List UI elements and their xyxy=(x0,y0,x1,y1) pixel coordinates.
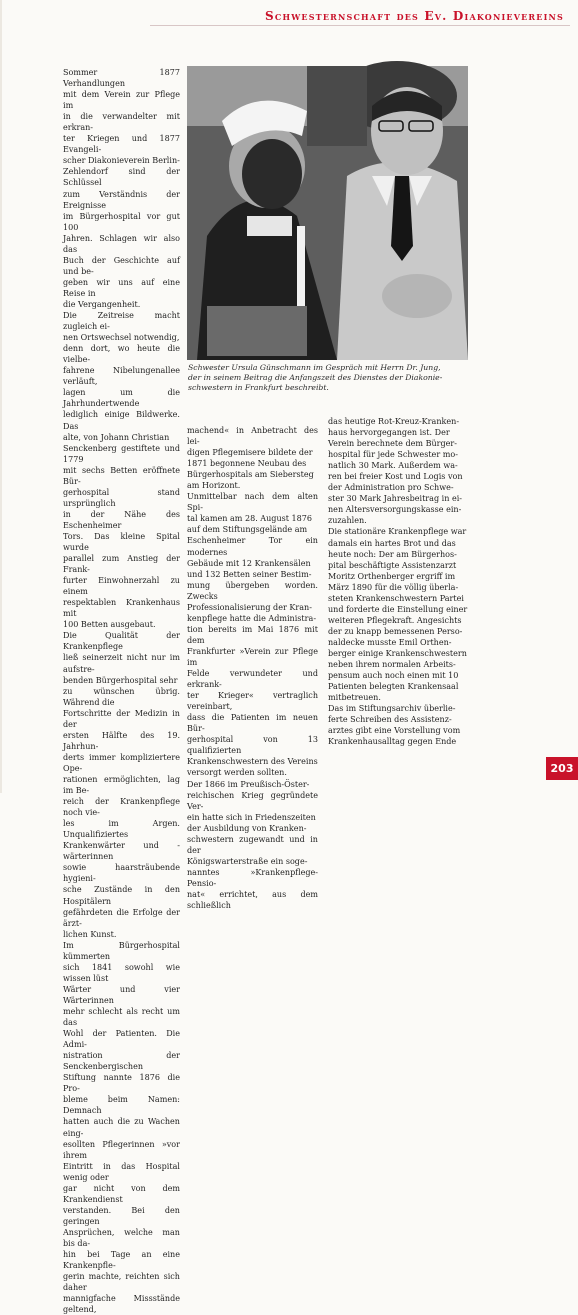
text-column-3: das heutige Rot-Kreuz-Kranken- haus hervorgegangen ist. Der Verein berechnete dem Bürger- hospital für jede Schwester mo- natlich 30 Mark. Außerdem wa- ren bei freier Kost und Logis von der Administration pro Schwe- ster 30 Mark Jahresbeitrag in ei- nen Altersversorgungskasse ein- zuzahlen. Die stationäre Krankenpflege war damals ein hartes Brot und das heute noch: Der am Bürgerhos- pital beschäftigte Assistenzarzt Moritz Orthenberger ergriff im März 1890 für die völlig überla- steten Krankenschwestern Partei und forderte die Einstellung einer weiteren Pflegekraft. Angesichts der zu knapp bemessenen Perso- naldecke musste Emil Orthen- berger einige Krankenschwestern neben ihrem normalen Arbeits- pensum auch noch einen mit 10 Patienten belegten Krankensaal mitbetreuen. Das im Stiftungsarchiv überlie- ferte Schreiben des Assistenz- arztes gibt eine Vorstellung vom Krankenhausalltag gegen Ende xyxy=(328,417,468,747)
header-rule xyxy=(150,25,570,26)
running-header xyxy=(0,9,578,23)
page-number: 203 xyxy=(546,757,578,780)
page-edge xyxy=(0,0,2,793)
text-column-2: machend« in Anbetracht des lei- digen Pflegemisere bildete der 1871 begonnene Neubau des Bürgerhospitals am Siebersteg am Horizont. Unmittelbar nach dem alten Spi- tal kamen am 28. August 1876 auf dem Stiftungsgelände am Eschenheimer Tor ein modernes Gebäude mit 12 Krankensälen und 132 Betten seiner Bestim- mung übergeben worden. Zwecks Professionalisierung der Kran- kenpflege hatte die Administra- tion bereits im Mai 1876 mit dem Frankfurter »Verein zur Pflege im Felde verwundeter und erkrank- ter Krieger« vertraglich vereinbart, dass die Patienten im neuen Bür- gerhospital von 13 qualifizierten Krankenschwestern des Vereins versorgt werden sollten. Der 1866 im Preußisch-Öster- reichischen Krieg gegründete Ver- ein hatte sich in Friedenszeiten der Ausbildung von Kranken- schwestern zugewandt und in der Königswarterstraße ein soge- nanntes »Krankenpflege-Pensio- nat« errichtet, aus dem schließlich xyxy=(187,426,318,911)
photo-caption: Schwester Ursula Günschmann im Gespräch mit Herrn Dr. Jung, der in seinem Beitrag die Anfangszeit des Dienstes der Diakonie- schwestern in Frankfurt beschreibt. xyxy=(188,363,443,393)
photo xyxy=(187,66,468,360)
photo-image xyxy=(187,66,468,360)
running-title: Schwesternschaft des Ev. Diakonievereins xyxy=(265,9,564,23)
text-column-1: Sommer 1877 Verhandlungen mit dem Verein zur Pflege im in die verwandelter mit erkran- ter Kriegen und 1877 Evangeli- scher Diakonieverein Berlin- Zehlendorf sind der Schlüssel zum Verständnis der Ereignisse im Bürgerhospital vor gut 100 Jahren. Schlagen wir also das Buch der Geschichte auf und be- geben wir uns auf eine Reise in die Vergangenheit. Die Zeitreise macht zugleich ei- nen Ortswechsel notwendig, denn dort, wo heute die vielbe- fahrene Nibelungenallee verläuft, lagen um die Jahrhundertwende lediglich einige Bildwerke. Das alte, von Johann Christian Senckenberg gestiftete und 1779 mit sechs Betten eröffnete Bür- gerhospital stand ursprünglich in der Nähe des Eschenheimer Tors. Das kleine Spital wurde parallel zum Anstieg der Frank- furter Einwohnerzahl zu einem respektablen Krankenhaus mit 100 Betten ausgebaut. Die Qualität der Krankenpflege ließ seinerzeit nicht nur im aufstre- benden Bürgerhospital sehr zu wünschen übrig. Während die Fortschritte der Medizin in der ersten Hälfte des 19. Jahrhun- derts immer kompliziertere Ope- rationen ermöglichten, lag im Be- reich der Krankenpflege noch vie- les im Argen. Unqualifiziertes Krankenwärter und -wärterinnen sowie haarsträubende hygieni- sche Zustände in den Hospitälern gefährdeten die Erfolge der ärzt- lichen Kunst. Im Bürgerhospital kümmerten sich 1841 sowohl wie wissen lüst Wärter und vier Wärterinnen mehr schlecht als recht um das Wohl der Patienten. Die Admi- nistration der Senckenbergischen Stiftung nannte 1876 die Pro- bleme beim Namen: Demnach hatten auch die zu Wachen eing- esollten Pflegerinnen »vor ihrem Eintritt in das Hospital wenig oder gar nicht von dem Krankendienst verstanden. Bei den geringen Ansprüchen, welche man bis da- hin bei Tage an eine Krankenpfle- gerin machte, reichten sich daher mannigfache Missstände geltend, xyxy=(63,68,180,1315)
